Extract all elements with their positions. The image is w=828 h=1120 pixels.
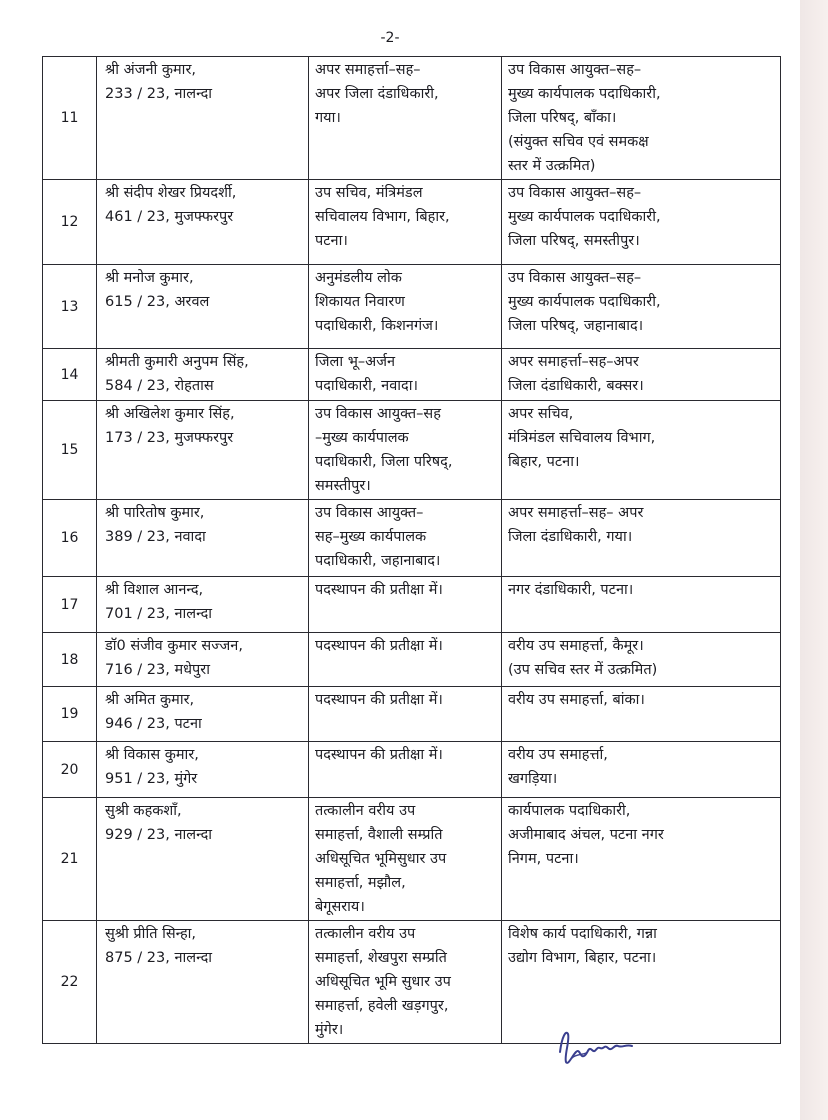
cell-text-line: 951 / 23, मुंगेर xyxy=(105,771,198,787)
cell-text-line: शिकायत निवारण xyxy=(315,294,405,310)
cell-text-line: श्री विशाल आनन्द, xyxy=(105,582,204,598)
serial-number-cell: 15 xyxy=(43,401,97,500)
cell-text-line: मुख्य कार्यपालक पदाधिकारी, xyxy=(508,209,661,225)
cell-text-line: श्री मनोज कुमार, xyxy=(105,270,194,286)
officer-name-cell xyxy=(97,633,309,687)
cell-text-line: मुंगेर। xyxy=(315,1022,344,1038)
cell-text-line: उप विकास आयुक्त– xyxy=(315,505,424,521)
cell-text-line: अनुमंडलीय लोक xyxy=(315,270,402,286)
serial-number-cell: 12 xyxy=(43,180,97,265)
officer-name-cell xyxy=(97,921,309,1044)
cell-text-line: सुश्री प्रीति सिन्हा, xyxy=(105,926,197,942)
cell-text-line: सुश्री कहकशाँ, xyxy=(105,803,182,819)
current-posting-cell xyxy=(309,349,502,401)
serial-number-cell: 16 xyxy=(43,500,97,577)
cell-text-line: पदाधिकारी, किशनगंज। xyxy=(315,318,439,334)
new-posting-cell xyxy=(502,265,781,349)
table-row xyxy=(43,633,781,687)
cell-text-line: खगड़िया। xyxy=(508,771,558,787)
cell-text-line: अधिसूचित भूमिसुधार उप xyxy=(315,851,447,867)
cell-text-line: श्री अंजनी कुमार, xyxy=(105,62,196,78)
transfer-posting-table xyxy=(42,56,781,1044)
cell-text-line: स्तर में उत्क्रमित) xyxy=(508,158,596,174)
cell-text-line: मुख्य कार्यपालक पदाधिकारी, xyxy=(508,294,661,310)
cell-text-line: श्री पारितोष कुमार, xyxy=(105,505,205,521)
current-posting-cell xyxy=(309,577,502,633)
new-posting-cell xyxy=(502,742,781,798)
cell-text-line: उप विकास आयुक्त–सह xyxy=(315,406,441,422)
cell-text-line: 233 / 23, नालन्दा xyxy=(105,86,213,102)
serial-number-cell: 19 xyxy=(43,687,97,742)
cell-text-line: अपर सचिव, xyxy=(508,406,574,422)
new-posting-cell xyxy=(502,577,781,633)
officer-name-cell xyxy=(97,265,309,349)
cell-text-line: विशेष कार्य पदाधिकारी, गन्ना xyxy=(508,926,657,942)
cell-text-line: पदस्थापन की प्रतीक्षा में। xyxy=(315,638,443,654)
officer-name-cell xyxy=(97,349,309,401)
officer-name-cell xyxy=(97,180,309,265)
cell-text-line: (संयुक्त सचिव एवं समकक्ष xyxy=(508,134,649,150)
signature-icon xyxy=(552,1022,642,1068)
cell-text-line: डॉ0 संजीव कुमार सज्जन, xyxy=(105,638,243,654)
table-row xyxy=(43,180,781,265)
cell-text-line: मुख्य कार्यपालक पदाधिकारी, xyxy=(508,86,661,102)
cell-text-line: अधिसूचित भूमि सुधार उप xyxy=(315,974,451,990)
cell-text-line: 461 / 23, मुजफ्फरपुर xyxy=(105,209,234,225)
table-row xyxy=(43,265,781,349)
cell-text-line: कार्यपालक पदाधिकारी, xyxy=(508,803,631,819)
cell-text-line: पदस्थापन की प्रतीक्षा में। xyxy=(315,692,443,708)
cell-text-line: समाहर्त्ता, शेखपुरा सम्प्रति xyxy=(315,950,447,966)
cell-text-line: उप विकास आयुक्त–सह– xyxy=(508,270,642,286)
new-posting-cell xyxy=(502,401,781,500)
cell-text-line: वरीय उप समाहर्त्ता, बांका। xyxy=(508,692,645,708)
cell-text-line: सचिवालय विभाग, बिहार, xyxy=(315,209,450,225)
officer-name-cell xyxy=(97,57,309,180)
cell-text-line: बिहार, पटना। xyxy=(508,454,580,470)
table-row xyxy=(43,57,781,180)
cell-text-line: समस्तीपुर। xyxy=(315,478,371,494)
cell-text-line: जिला परिषद्, समस्तीपुर। xyxy=(508,233,640,249)
cell-text-line: पदाधिकारी, जिला परिषद्, xyxy=(315,454,453,470)
cell-text-line: अपर जिला दंडाधिकारी, xyxy=(315,86,439,102)
current-posting-cell xyxy=(309,742,502,798)
current-posting-cell xyxy=(309,500,502,577)
serial-number-cell: 22 xyxy=(43,921,97,1044)
cell-text-line: श्री अमित कुमार, xyxy=(105,692,195,708)
cell-text-line: जिला दंडाधिकारी, बक्सर। xyxy=(508,378,644,394)
current-posting-cell xyxy=(309,57,502,180)
table-row xyxy=(43,798,781,921)
current-posting-cell xyxy=(309,687,502,742)
new-posting-cell xyxy=(502,57,781,180)
cell-text-line: अपर समाहर्त्ता–सह–अपर xyxy=(508,354,639,370)
officer-name-cell xyxy=(97,500,309,577)
table-row xyxy=(43,349,781,401)
page-number: -2- xyxy=(380,30,400,46)
cell-text-line: मंत्रिमंडल सचिवालय विभाग, xyxy=(508,430,656,446)
cell-text-line: श्री विकास कुमार, xyxy=(105,747,199,763)
new-posting-cell xyxy=(502,633,781,687)
cell-text-line: –मुख्य कार्यपालक xyxy=(315,430,409,446)
serial-number-cell: 20 xyxy=(43,742,97,798)
cell-text-line: 389 / 23, नवादा xyxy=(105,529,206,545)
cell-text-line: तत्कालीन वरीय उप xyxy=(315,926,416,942)
cell-text-line: श्री संदीप शेखर प्रियदर्शी, xyxy=(105,185,237,201)
cell-text-line: समाहर्त्ता, वैशाली सम्प्रति xyxy=(315,827,443,843)
current-posting-cell xyxy=(309,921,502,1044)
officer-name-cell xyxy=(97,401,309,500)
cell-text-line: निगम, पटना। xyxy=(508,851,579,867)
cell-text-line: अपर समाहर्त्ता–सह– अपर xyxy=(508,505,644,521)
cell-text-line: श्रीमती कुमारी अनुपम सिंह, xyxy=(105,354,249,370)
cell-text-line: वरीय उप समाहर्त्ता, xyxy=(508,747,608,763)
current-posting-cell xyxy=(309,180,502,265)
serial-number-cell: 11 xyxy=(43,57,97,180)
new-posting-cell xyxy=(502,500,781,577)
new-posting-cell xyxy=(502,349,781,401)
table-row xyxy=(43,577,781,633)
cell-text-line: उप सचिव, मंत्रिमंडल xyxy=(315,185,423,201)
cell-text-line: उद्योग विभाग, बिहार, पटना। xyxy=(508,950,657,966)
cell-text-line: पदाधिकारी, नवादा। xyxy=(315,378,418,394)
cell-text-line: सह–मुख्य कार्यपालक xyxy=(315,529,427,545)
cell-text-line: बेगूसराय। xyxy=(315,899,365,915)
cell-text-line: समाहर्त्ता, मझौल, xyxy=(315,875,406,891)
cell-text-line: नगर दंडाधिकारी, पटना। xyxy=(508,582,634,598)
table-row xyxy=(43,742,781,798)
officer-name-cell xyxy=(97,742,309,798)
current-posting-cell xyxy=(309,401,502,500)
cell-text-line: 615 / 23, अरवल xyxy=(105,294,210,310)
table-row xyxy=(43,687,781,742)
cell-text-line: (उप सचिव स्तर में उत्क्रमित) xyxy=(508,662,658,678)
serial-number-cell: 13 xyxy=(43,265,97,349)
cell-text-line: 875 / 23, नालन्दा xyxy=(105,950,213,966)
cell-text-line: 173 / 23, मुजफ्फरपुर xyxy=(105,430,234,446)
cell-text-line: वरीय उप समाहर्त्ता, कैमूर। xyxy=(508,638,644,654)
cell-text-line: जिला दंडाधिकारी, गया। xyxy=(508,529,633,545)
cell-text-line: जिला परिषद्, बाँका। xyxy=(508,110,617,126)
cell-text-line: तत्कालीन वरीय उप xyxy=(315,803,416,819)
cell-text-line: जिला परिषद्, जहानाबाद। xyxy=(508,318,644,334)
cell-text-line: जिला भू–अर्जन xyxy=(315,354,396,370)
serial-number-cell: 17 xyxy=(43,577,97,633)
new-posting-cell xyxy=(502,798,781,921)
cell-text-line: पदस्थापन की प्रतीक्षा में। xyxy=(315,747,443,763)
new-posting-cell xyxy=(502,180,781,265)
page-edge-background xyxy=(800,0,828,1120)
cell-text-line: पदाधिकारी, जहानाबाद। xyxy=(315,553,441,569)
cell-text-line: 584 / 23, रोहतास xyxy=(105,378,214,394)
cell-text-line: समाहर्त्ता, हवेली खड़गपुर, xyxy=(315,998,449,1014)
cell-text-line: 946 / 23, पटना xyxy=(105,716,202,732)
serial-number-cell: 21 xyxy=(43,798,97,921)
cell-text-line: पटना। xyxy=(315,233,348,249)
cell-text-line: श्री अखिलेश कुमार सिंह, xyxy=(105,406,235,422)
cell-text-line: पदस्थापन की प्रतीक्षा में। xyxy=(315,582,443,598)
cell-text-line: 701 / 23, नालन्दा xyxy=(105,606,213,622)
cell-text-line: उप विकास आयुक्त–सह– xyxy=(508,185,642,201)
cell-text-line: उप विकास आयुक्त–सह– xyxy=(508,62,642,78)
table-row xyxy=(43,921,781,1044)
cell-text-line: अजीमाबाद अंचल, पटना नगर xyxy=(508,827,664,843)
officer-name-cell xyxy=(97,798,309,921)
officer-name-cell xyxy=(97,577,309,633)
serial-number-cell: 18 xyxy=(43,633,97,687)
current-posting-cell xyxy=(309,633,502,687)
cell-text-line: 716 / 23, मधेपुरा xyxy=(105,662,210,678)
table-row xyxy=(43,500,781,577)
cell-text-line: 929 / 23, नालन्दा xyxy=(105,827,213,843)
serial-number-cell: 14 xyxy=(43,349,97,401)
officer-name-cell xyxy=(97,687,309,742)
current-posting-cell xyxy=(309,798,502,921)
current-posting-cell xyxy=(309,265,502,349)
new-posting-cell xyxy=(502,687,781,742)
table-row xyxy=(43,401,781,500)
cell-text-line: गया। xyxy=(315,110,341,126)
cell-text-line: अपर समाहर्त्ता–सह– xyxy=(315,62,421,78)
